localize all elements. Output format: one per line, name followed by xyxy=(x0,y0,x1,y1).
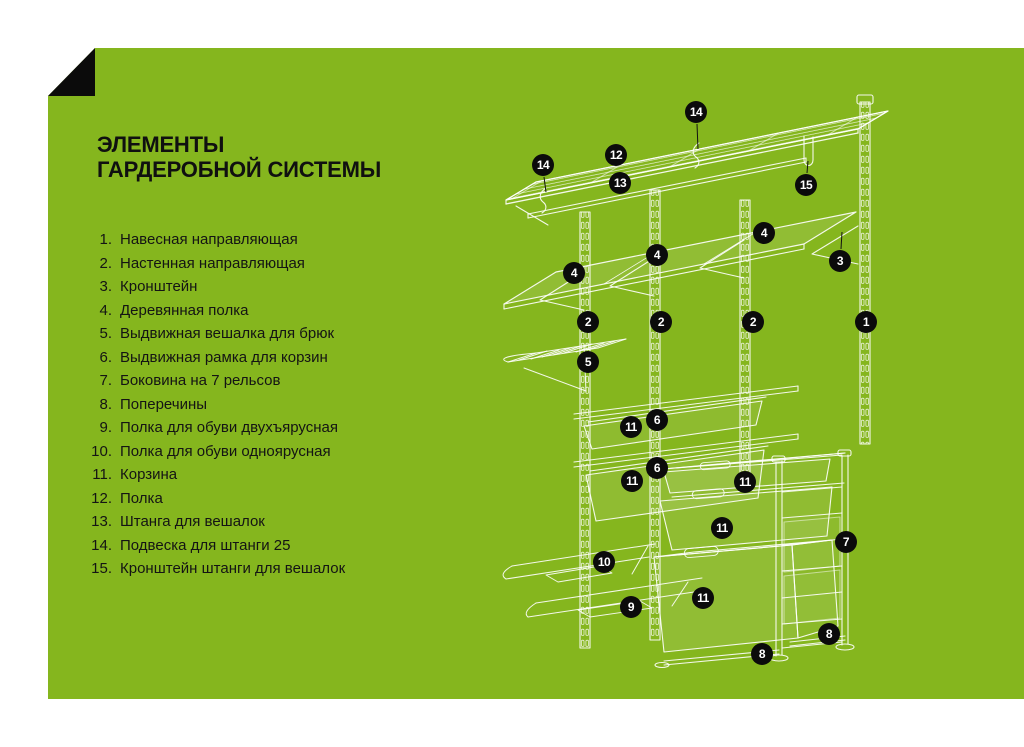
legend-item-label: Навесная направляющая xyxy=(120,231,298,248)
legend-item-number: 3. xyxy=(99,278,112,295)
page-title-line1: ЭЛЕМЕНТЫ xyxy=(97,132,225,157)
part-callout-9: 9 xyxy=(620,596,642,618)
part-callout-11: 11 xyxy=(620,416,642,438)
part-callout-4: 4 xyxy=(753,222,775,244)
part-callout-2: 2 xyxy=(577,311,599,333)
legend-item-number: 10. xyxy=(91,442,112,460)
legend-item-label: Кронштейн штанги для вешалок xyxy=(120,560,346,577)
legend-item-number: 7. xyxy=(99,372,112,389)
legend-item-label: Выдвижная рамка для корзин xyxy=(120,348,328,366)
legend-item-label: Деревянная полка xyxy=(120,301,249,319)
part-callout-11: 11 xyxy=(692,587,714,609)
legend-item-label: Настенная направляющая xyxy=(120,254,305,272)
part-callout-12: 12 xyxy=(605,144,627,166)
part-callout-1: 1 xyxy=(855,311,877,333)
legend-item-number: 14. xyxy=(91,536,112,554)
legend-item-label: Кронштейн xyxy=(120,278,198,295)
part-callout-14: 14 xyxy=(685,101,707,123)
part-callout-13: 13 xyxy=(609,172,631,194)
legend-item-number: 5. xyxy=(99,325,112,342)
part-callout-7: 7 xyxy=(835,531,857,553)
part-callout-3: 3 xyxy=(829,250,851,272)
part-callout-11: 11 xyxy=(621,470,643,492)
legend-item-number: 2. xyxy=(99,254,112,272)
part-callout-14: 14 xyxy=(532,154,554,176)
part-callout-15: 15 xyxy=(795,174,817,196)
page-title-line2: ГАРДЕРОБНОЙ СИСТЕМЫ xyxy=(97,156,382,182)
part-callout-4: 4 xyxy=(563,262,585,284)
part-callout-8: 8 xyxy=(751,643,773,665)
part-callout-2: 2 xyxy=(742,311,764,333)
legend-item-label: Выдвижная вешалка для брюк xyxy=(120,325,335,342)
wood-shelves xyxy=(504,212,856,309)
part-callout-11: 11 xyxy=(711,517,733,539)
legend-item-number: 8. xyxy=(99,395,112,413)
legend-item-number: 12. xyxy=(91,489,112,507)
part-callout-8: 8 xyxy=(818,623,840,645)
part-callout-2: 2 xyxy=(650,311,672,333)
legend-item-label: Полка для обуви двухъярусная xyxy=(120,419,339,436)
legend-item-label: Полка xyxy=(120,489,163,507)
trouser-rack xyxy=(504,339,626,392)
legend-item-number: 6. xyxy=(99,348,112,366)
legend-item-label: Боковина на 7 рельсов xyxy=(120,372,281,389)
part-callout-10: 10 xyxy=(593,551,615,573)
legend-item-number: 15. xyxy=(91,560,112,577)
rod-bracket xyxy=(804,136,813,166)
legend-item-number: 11. xyxy=(92,466,112,483)
shoe-shelf-single xyxy=(503,544,655,582)
legend-item-label: Корзина xyxy=(120,466,178,483)
legend-item-label: Штанга для вешалок xyxy=(120,513,265,530)
legend-item-number: 9. xyxy=(99,419,112,436)
part-callout-11: 11 xyxy=(734,471,756,493)
legend-item-number: 1. xyxy=(99,231,112,248)
legend-item-number: 4. xyxy=(99,301,112,319)
legend-item-label: Полка для обуви одноярусная xyxy=(120,442,331,460)
part-callout-4: 4 xyxy=(646,244,668,266)
part-callout-5: 5 xyxy=(577,351,599,373)
large-drawer xyxy=(654,540,838,652)
legend-item-number: 13. xyxy=(91,513,112,530)
legend-item-label: Подвеска для штанги 25 xyxy=(120,536,291,554)
part-callout-6: 6 xyxy=(646,457,668,479)
legend-item-label: Поперечины xyxy=(120,395,208,413)
part-callout-6: 6 xyxy=(646,409,668,431)
